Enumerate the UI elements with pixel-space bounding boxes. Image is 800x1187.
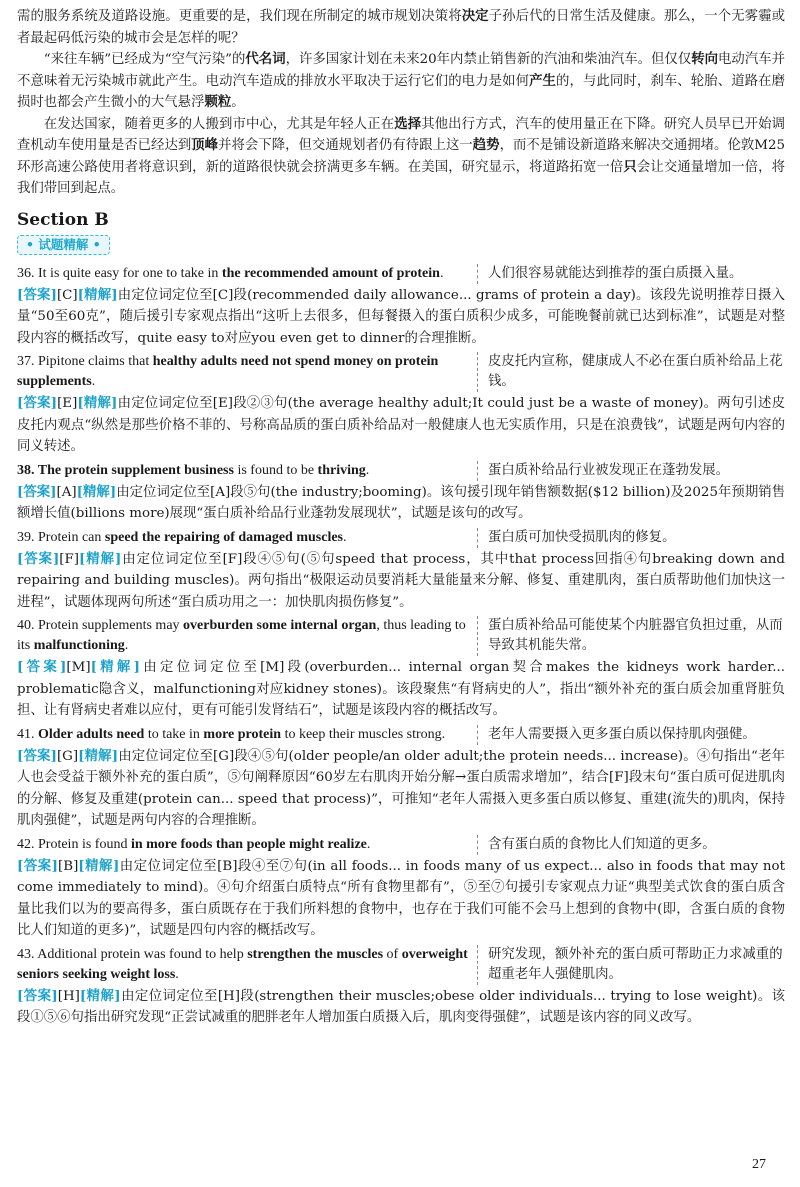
text-run: 会让交通量增加一倍，将我们带回到起点。 <box>17 159 786 196</box>
explain-tag: [精解] <box>78 857 120 874</box>
answer-explanation <box>17 482 785 525</box>
question-translation: 含有蛋白质的食物比人们知道的更多。 <box>488 836 716 852</box>
explain-tag: [精解] <box>76 483 117 500</box>
section-badge: • 试题精解 • <box>17 235 110 255</box>
explanation-text: 由定位词定位至[G]段④⑤句(older people/an older adult;the protein needs... increase)。④句指出“老年人也会受益于额外补充的蛋白质”，⑤句阐释原因“60岁左右肌肉开始分解→蛋白质需求增加”，结合[F]段末句“蛋白质可促进肌肉的分解、修复及重建(protein can... speed that process)”，可推知“老年人需摄入更多蛋白质以修复、重建(流失的)肌肉，保持肌肉强健”，试题是两句内容的合理推断。 <box>17 748 786 828</box>
bold-keyword: speed the repairing of damaged muscles <box>104 529 343 545</box>
answer-letter: [M] <box>66 660 91 675</box>
question-english <box>17 725 478 745</box>
text-run: 并将会下降，但交通规划者仍有待跟上这一 <box>218 138 473 153</box>
text-run: 43. Additional protein was found to help <box>17 946 248 962</box>
question-english <box>17 264 478 284</box>
bold-keyword: healthy adults need not spend money on protein supplements <box>17 354 439 389</box>
text-run: . <box>124 638 129 653</box>
explanation-text: 由定位词定位至[M]段(overburden... internal organ契合makes the kidneys work harder... problematic隐含义，malfunctioning对应kidney stones)。该段聚焦“有肾病史的人”，指出“额外补充的蛋白质会加重肾脏负担、让有肾病史者难以应付，更有可能引发肾结石”，试题是该段内容的概括改写。 <box>17 660 785 718</box>
text-run: 40. Protein supplements may <box>17 618 184 633</box>
text-run: . <box>175 966 179 982</box>
answer-tag: [答案] <box>17 987 58 1004</box>
text-run: ，而不是铺设新道路来解决交通拥堵。伦敦M25环形高速公路使用者将意识到，新的道路很快就会挤满更多车辆。在美国，研究显示，将道路拓宽一倍 <box>17 138 786 175</box>
text-run: 在发达国家，随着更多的人搬到市中心，尤其是年轻人正在 <box>43 116 395 132</box>
bold-keyword: malfunctioning <box>33 638 125 653</box>
text-run: . <box>366 836 371 852</box>
bold-keyword: 只 <box>623 158 637 175</box>
question-row <box>17 461 785 481</box>
intro-paragraph <box>17 114 785 200</box>
answer-letter: [E] <box>57 396 78 411</box>
bold-keyword: overburden some internal organ <box>183 618 377 633</box>
answer-explanation <box>17 746 785 832</box>
answer-explanation <box>17 986 785 1029</box>
question-english <box>17 352 478 392</box>
bold-keyword: thriving <box>317 462 366 478</box>
bold-keyword: 决定 <box>461 8 489 24</box>
question-english <box>17 461 478 481</box>
text-run: , thus leading to its <box>17 618 466 653</box>
question-row <box>17 352 785 392</box>
question-translation: 研究发现，额外补充的蛋白质可帮助正力求减重的超重老年人强健肌肉。 <box>488 946 783 982</box>
intro-paragraph <box>17 6 785 49</box>
answer-letter: [G] <box>56 748 79 764</box>
text-run: 39. Protein can <box>17 529 105 545</box>
intro-passage <box>17 6 785 200</box>
answer-tag: [答案] <box>17 659 67 675</box>
text-run: 37. Pipitone claims that <box>17 354 153 369</box>
answer-explanation <box>17 856 785 942</box>
explanation-text: 由定位词定位至[A]段⑤句(the industry;booming)。该句援引现年销售额数据($12 billion)及2025年预期销售额增长值(billions more)展现“蛋白质补给品行业蓬勃发展现状”，试题是该句的改写。 <box>17 484 786 521</box>
answer-explanation <box>17 657 785 722</box>
bold-keyword: 选择 <box>394 115 422 132</box>
bold-keyword: 产生 <box>529 72 557 89</box>
explain-tag: [精解] <box>77 395 118 411</box>
question-translation: 蛋白质可加快受损肌肉的修复。 <box>488 529 676 545</box>
question-row <box>17 616 785 656</box>
bold-keyword: 38. The protein supplement business <box>17 462 234 478</box>
answer-tag: [答案] <box>17 395 58 411</box>
answer-letter: [A] <box>56 484 77 500</box>
bold-keyword: in more foods than people might realize <box>130 836 367 852</box>
text-run: ，许多国家计划在未来20年内禁止销售新的汽油和柴油汽车。但仅仅 <box>285 52 692 67</box>
question-row <box>17 725 785 745</box>
bold-keyword: 代名词 <box>245 51 286 67</box>
text-run: of <box>383 946 402 962</box>
explanation-text: 由定位词定位至[H]段(strengthen their muscles;obese older individuals... trying to lose weight)。该段①⑤⑥句指出研究发现“正尝试减重的肥胖老年人增加蛋白质摄入后，肌肉变得强健”，试题是该内容的同义改写。 <box>17 988 785 1025</box>
text-run: 的，与此同时，刹车、轮胎、道路在磨损时也都会产生微小的大气悬浮 <box>17 73 786 110</box>
text-run: 电动汽车并不意味着无污染城市就此产生。电动汽车造成的排放水平取决于运行它们的电力是如何 <box>17 52 786 89</box>
answer-explanation <box>17 285 785 350</box>
explain-tag: [精解] <box>77 286 118 303</box>
question-row <box>17 945 785 985</box>
explain-tag: [精解] <box>78 747 119 764</box>
section-title: Section B <box>17 209 109 230</box>
answer-explanation <box>17 549 785 614</box>
question-row <box>17 264 785 284</box>
bold-keyword: Older adults need <box>38 726 145 742</box>
answer-letter: [B] <box>58 858 79 874</box>
question-english <box>17 528 478 548</box>
answer-tag: [答案] <box>17 550 60 567</box>
question-translation: 蛋白质补给品可能使某个内脏器官负担过重，从而导致其机能失常。 <box>488 618 783 653</box>
answer-tag: [答案] <box>17 483 57 500</box>
answer-tag: [答案] <box>17 286 57 303</box>
explain-tag: [精解] <box>79 987 121 1004</box>
text-run: 需的服务系统及道路设施。更重要的是，我们现在所制定的城市规划决策将 <box>17 9 462 24</box>
explain-tag: [精解] <box>79 550 122 567</box>
answer-letter: [C] <box>56 287 78 303</box>
question-row <box>17 528 785 548</box>
question-translation: 人们很容易就能达到推荐的蛋白质摄入量。 <box>488 265 743 281</box>
question-list <box>17 264 785 1029</box>
answer-explanation <box>17 393 785 458</box>
question-english <box>17 616 478 656</box>
question-translation: 蛋白质补给品行业被发现正在蓬勃发展。 <box>488 462 730 478</box>
text-run: is found to be <box>233 462 318 478</box>
answer-tag: [答案] <box>17 747 57 764</box>
bold-keyword: overweight seniors seeking weight loss <box>17 946 468 982</box>
text-run: 41. <box>17 726 38 742</box>
text-run: 42. Protein is found <box>17 836 131 852</box>
text-run: 子孙后代的日常生活及健康。那么，一个无雾霾或者最起码低污染的城市会是怎样的呢？ <box>17 9 786 46</box>
explanation-text: 由定位词定位至[C]段(recommended daily allowance... grams of protein a day)。该段先说明推荐日摄入量“50至60克”，随后援引专家观点指出“这听上去很多，但每餐摄入的蛋白质积少成多，可能晚餐前就已达到标准”，试题是对整段内容的概括改写，quite easy to对应you even get to dinner的合理推断。 <box>17 287 785 346</box>
text-run: 36. It is quite easy for one to take in <box>17 265 222 281</box>
explain-tag: [精解] <box>90 659 140 675</box>
text-run: 其他出行方式，汽车的使用量正在下降。研究人员早已开始调查机动车使用量是否已经达到 <box>17 116 786 153</box>
bold-keyword: strengthen the muscles <box>247 946 384 962</box>
bold-keyword: 趋势 <box>472 137 500 153</box>
bold-keyword: the recommended amount of protein <box>221 265 440 281</box>
question-english <box>17 945 478 985</box>
page-number: 27 <box>752 1156 766 1172</box>
answer-tag: [答案] <box>17 857 58 874</box>
text-run: . <box>365 462 370 478</box>
bold-keyword: more protein <box>203 726 282 742</box>
text-run: 。 <box>231 95 245 110</box>
question-english <box>17 835 478 855</box>
explanation-text: 由定位词定位至[F]段④⑤句(⑤句speed that process，其中that process回指④句breaking down and repairing and building muscles)。两句指出“极限运动员要消耗大量能量来分解、修复、重建肌肉，蛋白质帮助他们加快这一进程”，试题体现两句所述“蛋白质功用之一：加快肌肉损伤修复”。 <box>17 551 785 610</box>
question-row <box>17 835 785 855</box>
text-run: . <box>343 529 347 545</box>
text-run: . <box>439 265 444 281</box>
explanation-text: 由定位词定位至[B]段④至⑦句(in all foods... in foods many of us expect... also in foods that may not come immediately to mind)。④句介绍蛋白质特点“所有食物里都有”，⑤至⑦句援引专家观点力证“典型美式饮食的蛋白质含量比我们以为的要高得多，蛋白质既存在于我们所料想的食物中，也存在于我们可能不会马上想到的食物中(即，含蛋白质的食物比人们知道的更多)”，试题是四句内容的概括改写。 <box>17 858 785 938</box>
page-content <box>17 6 785 1029</box>
answer-letter: [F] <box>59 551 80 567</box>
text-run: to keep their muscles strong. <box>281 726 446 742</box>
bold-keyword: 顶峰 <box>191 137 219 153</box>
text-run: “来往车辆”已经成为“空气污染”的 <box>43 52 246 67</box>
intro-paragraph <box>17 49 785 114</box>
question-translation: 老年人需要摄入更多蛋白质以保持肌肉强健。 <box>488 726 756 742</box>
bold-keyword: 颗粒 <box>204 94 232 110</box>
explanation-text: 由定位词定位至[E]段②③句(the average healthy adult;It could just be a waste of money)。两句引述皮皮托内观点“纵然是那些价格不菲的、号称高品质的蛋白质补给品对一般健康人也无实质作用，只是在浪费钱”，试题是两句内容的同义转述。 <box>17 396 786 454</box>
text-run: . <box>91 374 96 389</box>
text-run: to take in <box>144 726 204 742</box>
bold-keyword: 转向 <box>691 51 719 67</box>
answer-letter: [H] <box>57 988 80 1004</box>
question-translation: 皮皮托内宣称，健康成人不必在蛋白质补给品上花钱。 <box>488 354 783 389</box>
